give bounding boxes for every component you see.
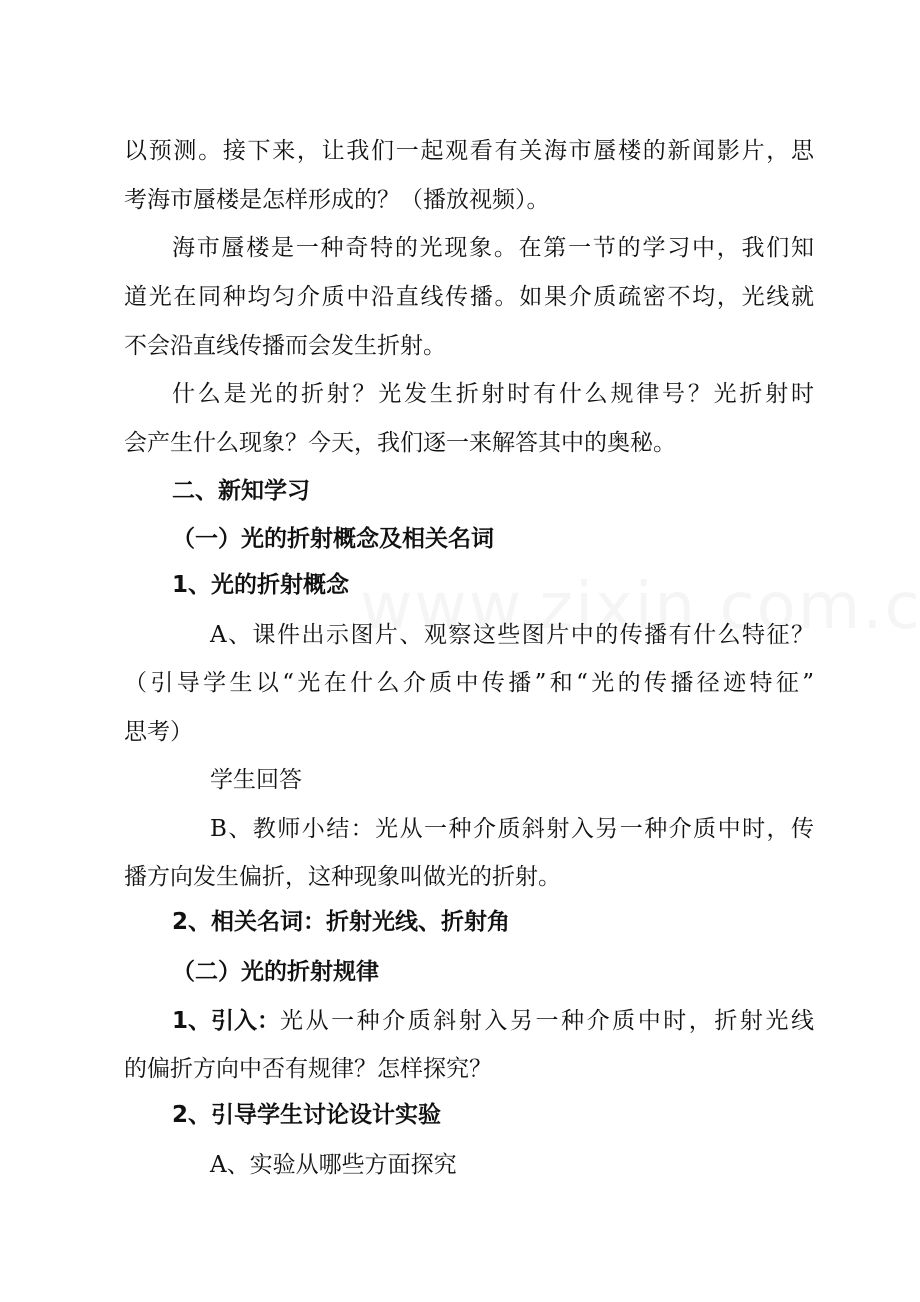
paragraph-line: 道光在同种均匀介质中沿直线传播。如果介质疏密不均，光线就 <box>124 284 814 310</box>
item-heading: 2、相关名词：折射光线、折射角 <box>172 909 511 935</box>
paragraph-line: A、实验从哪些方面探究 <box>210 1152 457 1178</box>
paragraph-line: 什么是光的折射？光发生折射时有什么规律号？光折射时 <box>172 381 814 407</box>
paragraph-line: 海市蜃楼是一种奇特的光现象。在第一节的学习中，我们知 <box>172 235 814 261</box>
paragraph-line: A、课件出示图片、观察这些图片中的传播有什么特征？ <box>210 622 814 648</box>
paragraph-line: 学生回答 <box>210 767 302 793</box>
paragraph-line <box>172 1006 814 1036</box>
paragraph-line: 播方向发生偏折，这种现象叫做光的折射。 <box>124 864 561 890</box>
paragraph-line: 考海市蜃楼是怎样形成的？（播放视频）。 <box>124 187 550 213</box>
item-heading: 2、引导学生讨论设计实验 <box>172 1102 442 1128</box>
paragraph-line: B、教师小结：光从一种介质斜射入另一种介质中时，传 <box>210 816 814 842</box>
paragraph-line: （引导学生以“光在什么介质中传播”和“光的传播径迹特征” <box>124 670 814 696</box>
section-heading: 二、新知学习 <box>172 478 310 504</box>
subsection-heading: （一）光的折射概念及相关名词 <box>172 526 494 552</box>
paragraph-line: 思考） <box>124 719 193 745</box>
item-text: 光从一种介质斜射入另一种介质中时，折射光线 <box>280 1008 814 1034</box>
paragraph-line: 会产生什么现象？今天，我们逐一来解答其中的奥秘。 <box>124 430 676 456</box>
subsection-heading: （二）光的折射规律 <box>172 959 379 985</box>
item-lead: 1、引入： <box>172 1008 281 1034</box>
item-heading: 1、光的折射概念 <box>172 572 350 598</box>
paragraph-line: 的偏折方向中否有规律？怎样探究？ <box>124 1056 492 1082</box>
paragraph-line: 不会沿直线传播而会发生折射。 <box>124 333 446 359</box>
paragraph-line: 以预测。接下来，让我们一起观看有关海市蜃楼的新闻影片，思 <box>124 138 814 164</box>
